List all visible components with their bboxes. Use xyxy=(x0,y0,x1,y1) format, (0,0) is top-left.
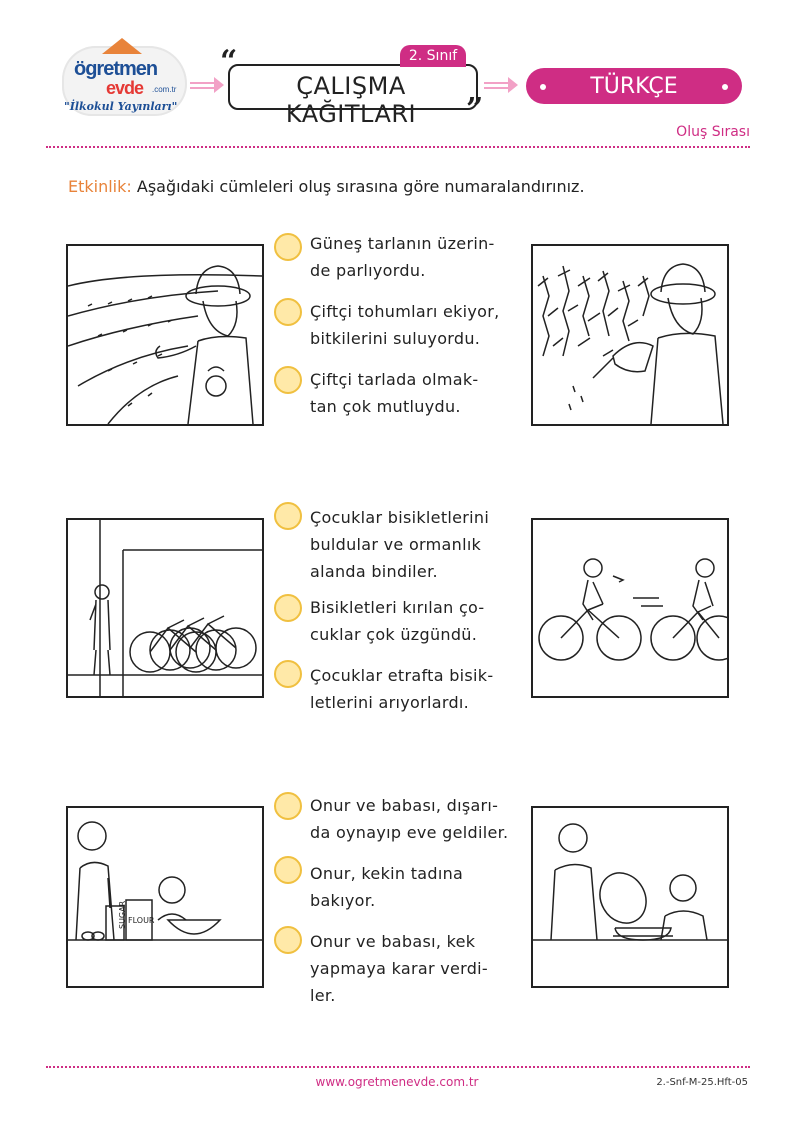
image-children-riding xyxy=(531,518,729,698)
instruction-text: Aşağıdaki cümleleri oluş sırasına göre numaralandırınız. xyxy=(131,177,585,196)
number-circle[interactable] xyxy=(274,856,302,884)
number-circle[interactable] xyxy=(274,792,302,820)
sentence: Onur ve babası, kek yapmaya karar verdi- ler. xyxy=(310,932,488,1005)
sentence: Çiftçi tohumları ekiyor, bitkilerini suluyordu. xyxy=(310,302,500,348)
arrow-right-icon xyxy=(190,82,216,89)
house-icon xyxy=(102,38,142,54)
number-circle[interactable] xyxy=(274,926,302,954)
sentence: Onur, kekin tadına bakıyor. xyxy=(310,864,464,910)
number-circle[interactable] xyxy=(274,594,302,622)
image-bicycles-garage xyxy=(66,518,264,698)
logo-text-suffix: .com.tr xyxy=(152,85,177,94)
number-circle[interactable] xyxy=(274,298,302,326)
logo-text-ogretmen: ögretmen xyxy=(74,58,158,80)
sentence: Çiftçi tarlada olmak- tan çok mutluydu. xyxy=(310,370,479,416)
page-title: ÇALIŞMA KAĞITLARI xyxy=(285,72,417,128)
sentence: Bisikletleri kırılan ço- cuklar çok üzgündü. xyxy=(310,598,485,644)
quote-close: ” xyxy=(466,92,484,127)
divider xyxy=(46,1066,750,1068)
flour-text: FLOUR xyxy=(128,916,155,925)
image-farmer-sowing xyxy=(66,244,264,426)
sentence: Güneş tarlanın üzerin- de parlıyordu. xyxy=(310,234,495,280)
grade-badge: 2. Sınıf xyxy=(400,45,466,67)
footer-url[interactable]: www.ogretmenevde.com.tr xyxy=(315,1075,479,1089)
sugar-text: SUGAR xyxy=(118,900,127,929)
topic-label: Oluş Sırası xyxy=(676,124,750,140)
number-circle[interactable] xyxy=(274,233,302,261)
number-circle[interactable] xyxy=(274,502,302,530)
number-circle[interactable] xyxy=(274,660,302,688)
image-farmer-watering xyxy=(531,244,729,426)
subject-label: TÜRKÇE xyxy=(590,74,678,99)
arrow-right-icon xyxy=(484,82,510,89)
divider xyxy=(46,146,750,148)
sentence: Çocuklar bisikletlerini buldular ve ormanlık alanda bindiler. xyxy=(310,508,490,581)
image-cake-ingredients xyxy=(66,806,264,988)
number-circle[interactable] xyxy=(274,366,302,394)
footer-code: 2.-Snf-M-25.Hft-05 xyxy=(656,1077,748,1088)
logo-tagline: "İlkokul Yayınları" xyxy=(64,100,178,113)
quote-open: “ xyxy=(220,44,238,79)
instruction xyxy=(68,177,585,196)
logo xyxy=(62,38,192,128)
image-cake-baking xyxy=(531,806,729,988)
instruction-label: Etkinlik: xyxy=(68,177,132,196)
sentence: Çocuklar etrafta bisik- letlerini arıyorlardı. xyxy=(310,666,494,712)
logo-text-evde: evde xyxy=(106,78,144,98)
sentence: Onur ve babası, dışarı- da oynayıp eve geldiler. xyxy=(310,796,509,842)
